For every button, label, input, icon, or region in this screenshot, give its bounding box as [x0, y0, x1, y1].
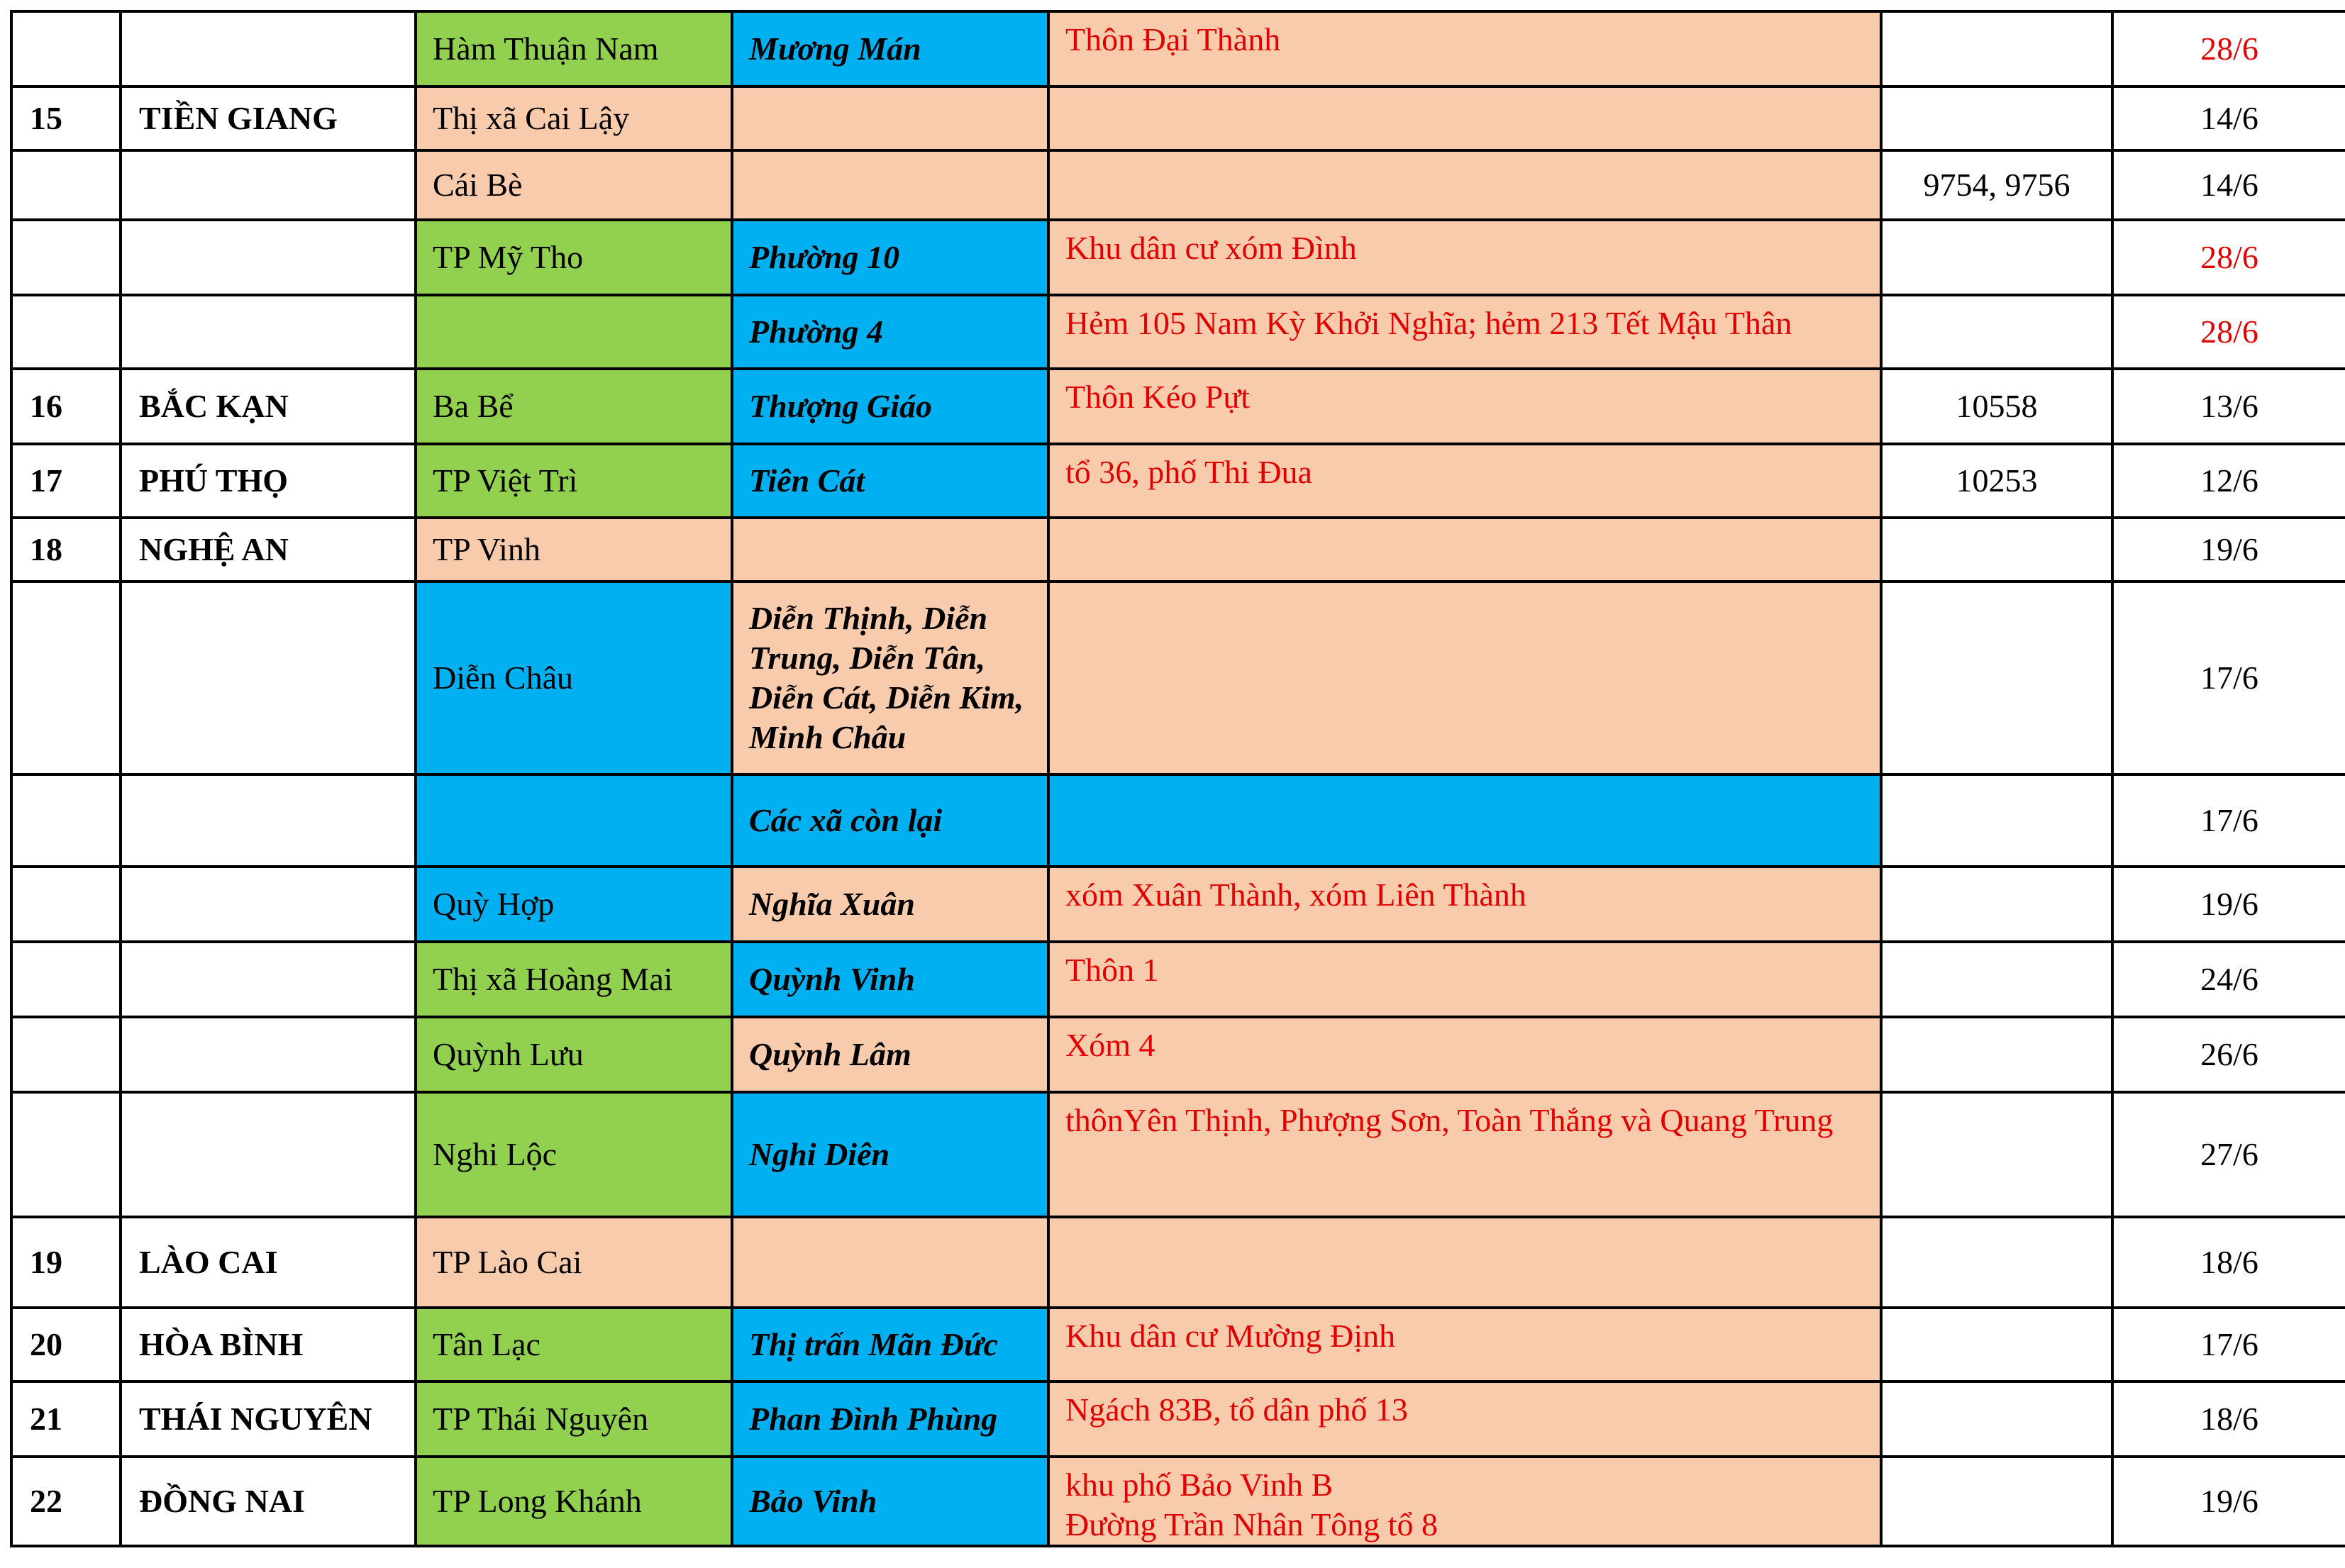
address-cell [1048, 1217, 1881, 1308]
code-cell [1881, 1308, 2112, 1381]
code-cell [1881, 774, 2112, 867]
ward-cell [732, 1092, 1048, 1217]
row-number-cell [11, 220, 121, 295]
date-text: 17/6 [2200, 802, 2258, 838]
table-row [11, 942, 2345, 1017]
address-text: Khu dân cư Mường Định [1065, 1318, 1396, 1354]
table-row [11, 1457, 2345, 1546]
district-cell [416, 518, 732, 582]
ward-cell [732, 1308, 1048, 1381]
date-text: 19/6 [2200, 531, 2258, 567]
date-cell [2112, 1092, 2345, 1217]
ward-cell [732, 582, 1048, 774]
address-cell [1048, 774, 1881, 867]
date-text: 13/6 [2200, 388, 2258, 424]
district-text: TP Long Khánh [433, 1483, 642, 1519]
row-number-text: 20 [30, 1326, 62, 1362]
address-text: Xóm 4 [1065, 1027, 1155, 1063]
province-cell [121, 1308, 416, 1381]
province-cell [121, 774, 416, 867]
date-cell [2112, 1457, 2345, 1546]
date-text: 24/6 [2200, 961, 2258, 997]
district-cell [416, 444, 732, 518]
row-number-cell [11, 1308, 121, 1381]
code-cell [1881, 1381, 2112, 1457]
table-row [11, 1017, 2345, 1092]
province-cell [121, 1457, 416, 1546]
date-cell [2112, 11, 2345, 87]
province-cell [121, 582, 416, 774]
ward-text: Nghĩa Xuân [749, 886, 915, 922]
address-cell [1048, 295, 1881, 369]
row-number-cell [11, 1457, 121, 1546]
row-number-cell [11, 518, 121, 582]
code-cell [1881, 1457, 2112, 1546]
district-cell [416, 295, 732, 369]
province-text: BẮC KẠN [139, 388, 289, 424]
address-cell [1048, 942, 1881, 1017]
date-cell [2112, 150, 2345, 220]
ward-text: Nghi Diên [749, 1136, 890, 1172]
district-cell [416, 1092, 732, 1217]
province-cell [121, 1092, 416, 1217]
date-text: 17/6 [2200, 660, 2258, 696]
row-number-cell [11, 1217, 121, 1308]
district-cell [416, 1017, 732, 1092]
address-cell [1048, 1381, 1881, 1457]
address-cell [1048, 1457, 1881, 1546]
code-cell [1881, 150, 2112, 220]
code-text: 10558 [1956, 388, 2038, 424]
date-cell [2112, 774, 2345, 867]
address-cell [1048, 444, 1881, 518]
district-cell [416, 942, 732, 1017]
table-row [11, 150, 2345, 220]
ward-text: Tiên Cát [749, 462, 865, 499]
ward-text: Phường 10 [749, 239, 900, 275]
district-text: Thị xã Cai Lậy [433, 100, 630, 136]
ward-text: Phường 4 [749, 313, 884, 350]
table-row [11, 444, 2345, 518]
province-cell [121, 518, 416, 582]
table-row [11, 87, 2345, 150]
district-cell [416, 150, 732, 220]
province-cell [121, 1017, 416, 1092]
district-text: Cái Bè [433, 167, 523, 203]
province-cell [121, 444, 416, 518]
ward-cell [732, 220, 1048, 295]
date-cell [2112, 942, 2345, 1017]
district-cell [416, 1381, 732, 1457]
district-text: Thị xã Hoàng Mai [433, 961, 673, 997]
date-text: 27/6 [2200, 1136, 2258, 1172]
province-text: PHÚ THỌ [139, 462, 289, 499]
table-row [11, 774, 2345, 867]
date-text: 14/6 [2200, 167, 2258, 203]
row-number-text: 15 [30, 100, 62, 136]
province-cell [121, 295, 416, 369]
address-cell [1048, 1308, 1881, 1381]
ward-text: Diễn Thịnh, Diễn Trung, Diễn Tân, Diễn Cát, Diễn Kim, Minh Châu [749, 600, 1024, 755]
ward-text: Quỳnh Vinh [749, 961, 915, 997]
ward-cell [732, 369, 1048, 444]
province-cell [121, 1217, 416, 1308]
row-number-cell [11, 444, 121, 518]
date-cell [2112, 1217, 2345, 1308]
date-text: 28/6 [2200, 239, 2258, 275]
code-cell [1881, 295, 2112, 369]
row-number-text: 18 [30, 531, 62, 567]
district-cell [416, 1308, 732, 1381]
province-text: HÒA BÌNH [139, 1326, 304, 1362]
address-cell [1048, 369, 1881, 444]
ward-text: Mương Mán [749, 30, 921, 67]
ward-cell [732, 11, 1048, 87]
row-number-text: 17 [30, 462, 62, 499]
address-text: tổ 36, phố Thi Đua [1065, 454, 1312, 490]
district-text: TP Việt Trì [433, 462, 578, 499]
row-number-cell [11, 1381, 121, 1457]
province-cell [121, 867, 416, 942]
district-text: Hàm Thuận Nam [433, 30, 659, 67]
address-cell [1048, 87, 1881, 150]
date-text: 18/6 [2200, 1401, 2258, 1437]
ward-text: Bảo Vinh [749, 1483, 877, 1519]
row-number-cell [11, 942, 121, 1017]
table-row [11, 220, 2345, 295]
ward-cell [732, 1381, 1048, 1457]
address-cell [1048, 518, 1881, 582]
row-number-text: 16 [30, 388, 62, 424]
table-row [11, 11, 2345, 87]
address-text: Ngách 83B, tổ dân phố 13 [1065, 1391, 1408, 1428]
code-cell [1881, 942, 2112, 1017]
row-number-cell [11, 1017, 121, 1092]
date-cell [2112, 220, 2345, 295]
address-cell [1048, 220, 1881, 295]
date-text: 18/6 [2200, 1244, 2258, 1280]
code-text: 10253 [1956, 462, 2038, 499]
date-text: 14/6 [2200, 100, 2258, 136]
ward-text: Thị trấn Mãn Đức [749, 1326, 998, 1362]
province-cell [121, 150, 416, 220]
province-text: ĐỒNG NAI [139, 1483, 305, 1519]
code-cell [1881, 369, 2112, 444]
table-body [11, 11, 2345, 1546]
code-cell [1881, 867, 2112, 942]
date-cell [2112, 1308, 2345, 1381]
row-number-text: 19 [30, 1244, 62, 1280]
code-cell [1881, 1217, 2112, 1308]
address-cell [1048, 867, 1881, 942]
district-cell [416, 774, 732, 867]
address-text: thônYên Thịnh, Phượng Sơn, Toàn Thắng và Quang Trung [1065, 1102, 1834, 1138]
table-row [11, 295, 2345, 369]
ward-text: Quỳnh Lâm [749, 1036, 911, 1072]
date-cell [2112, 444, 2345, 518]
ward-cell [732, 1457, 1048, 1546]
ward-cell [732, 150, 1048, 220]
table-row [11, 1308, 2345, 1381]
province-text: LÀO CAI [139, 1244, 278, 1280]
district-text: Quỳ Hợp [433, 886, 555, 922]
date-text: 28/6 [2200, 313, 2258, 350]
district-text: TP Mỹ Tho [433, 239, 584, 275]
ward-cell [732, 87, 1048, 150]
province-cell [121, 1381, 416, 1457]
address-text: Thôn 1 [1065, 952, 1159, 988]
district-text: TP Thái Nguyên [433, 1401, 649, 1437]
table-row [11, 1381, 2345, 1457]
row-number-cell [11, 295, 121, 369]
province-cell [121, 942, 416, 1017]
row-number-cell [11, 774, 121, 867]
code-cell [1881, 220, 2112, 295]
district-cell [416, 867, 732, 942]
ward-cell [732, 444, 1048, 518]
district-cell [416, 1457, 732, 1546]
table-row [11, 582, 2345, 774]
row-number-cell [11, 1092, 121, 1217]
district-cell [416, 369, 732, 444]
date-text: 12/6 [2200, 462, 2258, 499]
row-number-cell [11, 87, 121, 150]
row-number-cell [11, 867, 121, 942]
address-cell [1048, 1092, 1881, 1217]
province-cell [121, 220, 416, 295]
code-cell [1881, 87, 2112, 150]
row-number-cell [11, 11, 121, 87]
district-text: Ba Bể [433, 388, 514, 424]
ward-cell [732, 1017, 1048, 1092]
district-text: Tân Lạc [433, 1326, 540, 1362]
table-row [11, 369, 2345, 444]
code-cell [1881, 1017, 2112, 1092]
code-cell [1881, 11, 2112, 87]
code-cell [1881, 1092, 2112, 1217]
date-cell [2112, 369, 2345, 444]
date-cell [2112, 518, 2345, 582]
district-cell [416, 11, 732, 87]
province-cell [121, 87, 416, 150]
address-text: Thôn Kéo Pựt [1065, 379, 1251, 415]
date-text: 26/6 [2200, 1036, 2258, 1072]
ward-cell [732, 867, 1048, 942]
district-text: Quỳnh Lưu [433, 1036, 584, 1072]
row-number-text: 22 [30, 1483, 62, 1519]
ward-cell [732, 1217, 1048, 1308]
province-text: THÁI NGUYÊN [139, 1401, 372, 1437]
table-row [11, 1217, 2345, 1308]
ward-text: Thượng Giáo [749, 388, 933, 424]
district-text: Nghi Lộc [433, 1136, 558, 1172]
code-text: 9754, 9756 [1923, 167, 2070, 203]
province-cell [121, 369, 416, 444]
date-cell [2112, 87, 2345, 150]
date-cell [2112, 582, 2345, 774]
district-cell [416, 582, 732, 774]
date-cell [2112, 867, 2345, 942]
address-text: khu phố Bảo Vinh B Đường Trần Nhân Tông tổ 8 [1065, 1467, 1438, 1542]
table-row [11, 1092, 2345, 1217]
address-cell [1048, 150, 1881, 220]
district-text: Diễn Châu [433, 660, 574, 696]
address-cell [1048, 1017, 1881, 1092]
address-text: Thôn Đại Thành [1065, 21, 1281, 57]
date-text: 17/6 [2200, 1326, 2258, 1362]
table-row [11, 518, 2345, 582]
table-row [11, 867, 2345, 942]
district-text: TP Vinh [433, 531, 540, 567]
date-cell [2112, 1381, 2345, 1457]
address-cell [1048, 11, 1881, 87]
province-text: TIỀN GIANG [139, 100, 338, 136]
row-number-cell [11, 150, 121, 220]
ward-text: Phan Đình Phùng [749, 1401, 998, 1437]
district-cell [416, 220, 732, 295]
ward-cell [732, 774, 1048, 867]
code-cell [1881, 444, 2112, 518]
row-number-cell [11, 369, 121, 444]
code-cell [1881, 518, 2112, 582]
date-cell [2112, 1017, 2345, 1092]
ward-cell [732, 942, 1048, 1017]
address-text: Khu dân cư xóm Đình [1065, 230, 1357, 266]
date-text: 19/6 [2200, 1483, 2258, 1519]
date-text: 19/6 [2200, 886, 2258, 922]
date-cell [2112, 295, 2345, 369]
row-number-cell [11, 582, 121, 774]
code-cell [1881, 582, 2112, 774]
date-text: 28/6 [2200, 30, 2258, 67]
ward-cell [732, 295, 1048, 369]
province-cell [121, 11, 416, 87]
district-text: TP Lào Cai [433, 1244, 582, 1280]
address-text: Hẻm 105 Nam Kỳ Khởi Nghĩa; hẻm 213 Tết Mậu Thân [1065, 305, 1792, 341]
address-text: xóm Xuân Thành, xóm Liên Thành [1065, 877, 1526, 913]
ward-cell [732, 518, 1048, 582]
ward-text: Các xã còn lại [749, 802, 943, 838]
row-number-text: 21 [30, 1401, 62, 1437]
address-cell [1048, 582, 1881, 774]
district-cell [416, 1217, 732, 1308]
schedule-table [10, 10, 2345, 1547]
district-cell [416, 87, 732, 150]
province-text: NGHỆ AN [139, 531, 289, 567]
